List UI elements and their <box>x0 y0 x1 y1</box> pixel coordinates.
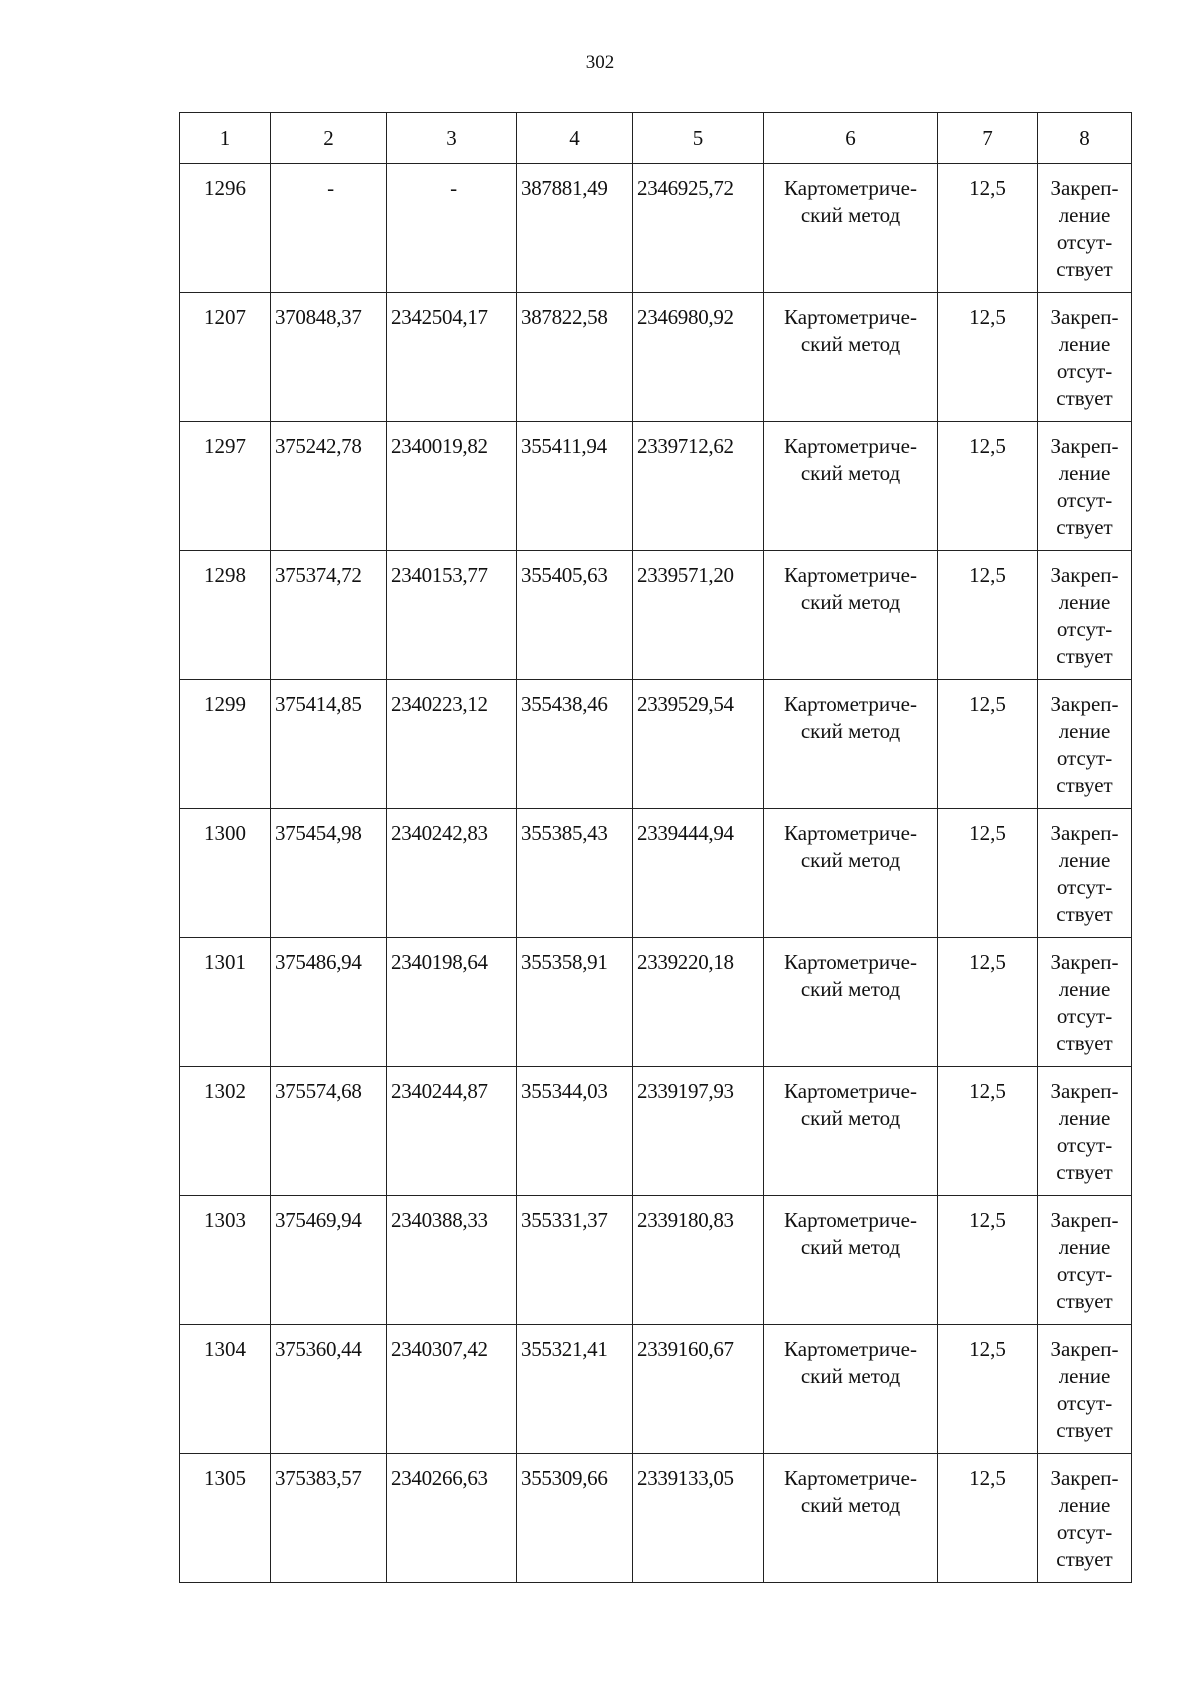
fixing-line: отсут- <box>1056 1133 1113 1157</box>
coord-y2-cell: 2339133,05 <box>633 1454 764 1583</box>
coordinates-table <box>179 112 1132 1583</box>
point-number-cell: 1298 <box>180 551 271 680</box>
fixing-cell <box>1038 1454 1132 1583</box>
method-cell <box>764 809 938 938</box>
coord-y2-cell: 2339220,18 <box>633 938 764 1067</box>
method-line: ский метод <box>800 1106 901 1130</box>
method-cell <box>764 1325 938 1454</box>
fixing-line: Закреп- <box>1050 692 1119 716</box>
fixing-line: ствует <box>1056 1031 1113 1055</box>
method-line: Картометриче- <box>784 176 917 200</box>
coord-x1-cell: 370848,37 <box>271 293 387 422</box>
coord-x1-cell: 375242,78 <box>271 422 387 551</box>
table-row <box>180 1325 1132 1454</box>
coord-x2-cell: 355344,03 <box>517 1067 633 1196</box>
method-line: Картометриче- <box>784 692 917 716</box>
precision-cell: 12,5 <box>938 938 1038 1067</box>
fixing-line: ление <box>1058 1364 1111 1388</box>
coord-x2-cell: 355385,43 <box>517 809 633 938</box>
table-row <box>180 809 1132 938</box>
coord-x1-cell: 375360,44 <box>271 1325 387 1454</box>
method-cell <box>764 680 938 809</box>
method-line: ский метод <box>800 977 901 1001</box>
coord-x2-cell: 387881,49 <box>517 164 633 293</box>
method-line: Картометриче- <box>784 1208 917 1232</box>
fixing-line: Закреп- <box>1050 1337 1119 1361</box>
fixing-line: ление <box>1058 1493 1111 1517</box>
coord-x1-cell: 375469,94 <box>271 1196 387 1325</box>
fixing-line: отсут- <box>1056 875 1113 899</box>
table-row <box>180 1454 1132 1583</box>
method-line: Картометриче- <box>784 305 917 329</box>
fixing-line: отсут- <box>1056 230 1113 254</box>
method-cell <box>764 938 938 1067</box>
table-body <box>180 113 1132 1583</box>
precision-cell: 12,5 <box>938 1196 1038 1325</box>
precision-cell: 12,5 <box>938 680 1038 809</box>
point-number-cell: 1304 <box>180 1325 271 1454</box>
coord-x1-cell: 375383,57 <box>271 1454 387 1583</box>
fixing-line: отсут- <box>1056 359 1113 383</box>
fixing-line: Закреп- <box>1050 176 1119 200</box>
coord-x2-cell: 355405,63 <box>517 551 633 680</box>
method-line: Картометриче- <box>784 950 917 974</box>
method-line: ский метод <box>800 332 901 356</box>
precision-cell: 12,5 <box>938 551 1038 680</box>
precision-cell: 12,5 <box>938 1454 1038 1583</box>
method-cell <box>764 1067 938 1196</box>
table-row <box>180 164 1132 293</box>
table-row <box>180 293 1132 422</box>
coord-y1-cell: 2342504,17 <box>387 293 517 422</box>
fixing-line: Закреп- <box>1050 1079 1119 1103</box>
fixing-line: Закреп- <box>1050 950 1119 974</box>
fixing-line: отсут- <box>1056 488 1113 512</box>
header-cell-1: 1 <box>180 113 271 164</box>
point-number-cell: 1296 <box>180 164 271 293</box>
coord-y2-cell: 2339160,67 <box>633 1325 764 1454</box>
coord-y1-cell: 2340153,77 <box>387 551 517 680</box>
table-row <box>180 551 1132 680</box>
fixing-line: ствует <box>1056 1289 1113 1313</box>
fixing-cell <box>1038 293 1132 422</box>
fixing-line: отсут- <box>1056 746 1113 770</box>
table-row <box>180 680 1132 809</box>
header-cell-2: 2 <box>271 113 387 164</box>
coord-y1-cell: 2340266,63 <box>387 1454 517 1583</box>
precision-cell: 12,5 <box>938 809 1038 938</box>
coord-y1-cell: 2340307,42 <box>387 1325 517 1454</box>
table-row <box>180 938 1132 1067</box>
coord-x2-cell: 355438,46 <box>517 680 633 809</box>
coord-x1-cell: 375486,94 <box>271 938 387 1067</box>
coord-y1-cell: 2340198,64 <box>387 938 517 1067</box>
header-cell-3: 3 <box>387 113 517 164</box>
coord-y2-cell: 2339444,94 <box>633 809 764 938</box>
coord-x2-cell: 355321,41 <box>517 1325 633 1454</box>
fixing-cell <box>1038 809 1132 938</box>
fixing-line: ствует <box>1056 257 1113 281</box>
method-line: Картометриче- <box>784 434 917 458</box>
method-line: Картометриче- <box>784 1079 917 1103</box>
table-row <box>180 1196 1132 1325</box>
table-row <box>180 1067 1132 1196</box>
fixing-line: ление <box>1058 1106 1111 1130</box>
coord-x1-cell: 375374,72 <box>271 551 387 680</box>
method-line: ский метод <box>800 1235 901 1259</box>
coord-x1-cell: - <box>271 164 387 293</box>
table-row <box>180 422 1132 551</box>
header-cell-4: 4 <box>517 113 633 164</box>
header-cell-8: 8 <box>1038 113 1132 164</box>
fixing-line: ствует <box>1056 386 1113 410</box>
header-cell-7: 7 <box>938 113 1038 164</box>
coord-x1-cell: 375414,85 <box>271 680 387 809</box>
point-number-cell: 1303 <box>180 1196 271 1325</box>
coord-x1-cell: 375454,98 <box>271 809 387 938</box>
method-line: Картометриче- <box>784 563 917 587</box>
coord-y2-cell: 2339180,83 <box>633 1196 764 1325</box>
header-row <box>180 113 1132 164</box>
precision-cell: 12,5 <box>938 293 1038 422</box>
coord-x2-cell: 387822,58 <box>517 293 633 422</box>
method-line: Картометриче- <box>784 821 917 845</box>
method-line: ский метод <box>800 590 901 614</box>
fixing-line: ствует <box>1056 1547 1113 1571</box>
fixing-line: отсут- <box>1056 617 1113 641</box>
coord-x1-cell: 375574,68 <box>271 1067 387 1196</box>
coord-x2-cell: 355358,91 <box>517 938 633 1067</box>
method-line: Картометриче- <box>784 1337 917 1361</box>
precision-cell: 12,5 <box>938 422 1038 551</box>
method-line: ский метод <box>800 1364 901 1388</box>
fixing-line: Закреп- <box>1050 563 1119 587</box>
method-cell <box>764 1196 938 1325</box>
fixing-line: ствует <box>1056 1418 1113 1442</box>
coord-y2-cell: 2346980,92 <box>633 293 764 422</box>
coord-y2-cell: 2339712,62 <box>633 422 764 551</box>
page-number: 302 <box>585 52 615 73</box>
method-line: ский метод <box>800 461 901 485</box>
coord-y1-cell: 2340223,12 <box>387 680 517 809</box>
fixing-cell <box>1038 938 1132 1067</box>
header-cell-5: 5 <box>633 113 764 164</box>
coord-y1-cell: 2340242,83 <box>387 809 517 938</box>
point-number-cell: 1301 <box>180 938 271 1067</box>
method-line: ский метод <box>800 203 901 227</box>
fixing-cell <box>1038 1325 1132 1454</box>
method-cell <box>764 422 938 551</box>
coord-y1-cell: 2340244,87 <box>387 1067 517 1196</box>
coord-y1-cell: 2340388,33 <box>387 1196 517 1325</box>
fixing-line: отсут- <box>1056 1262 1113 1286</box>
method-cell <box>764 551 938 680</box>
method-line: ский метод <box>800 719 901 743</box>
method-cell <box>764 164 938 293</box>
coord-y2-cell: 2339529,54 <box>633 680 764 809</box>
point-number-cell: 1299 <box>180 680 271 809</box>
point-number-cell: 1297 <box>180 422 271 551</box>
fixing-line: ление <box>1058 332 1111 356</box>
fixing-cell <box>1038 164 1132 293</box>
fixing-cell <box>1038 1196 1132 1325</box>
fixing-cell <box>1038 680 1132 809</box>
method-cell <box>764 1454 938 1583</box>
coord-y2-cell: 2346925,72 <box>633 164 764 293</box>
fixing-line: отсут- <box>1056 1520 1113 1544</box>
fixing-line: ление <box>1058 461 1111 485</box>
fixing-cell <box>1038 551 1132 680</box>
fixing-line: ствует <box>1056 1160 1113 1184</box>
precision-cell: 12,5 <box>938 1067 1038 1196</box>
coord-y2-cell: 2339571,20 <box>633 551 764 680</box>
fixing-line: ление <box>1058 977 1111 1001</box>
fixing-line: Закреп- <box>1050 1466 1119 1490</box>
coord-y2-cell: 2339197,93 <box>633 1067 764 1196</box>
fixing-line: Закреп- <box>1050 434 1119 458</box>
fixing-line: ствует <box>1056 644 1113 668</box>
method-line: ский метод <box>800 1493 901 1517</box>
precision-cell: 12,5 <box>938 1325 1038 1454</box>
coord-y1-cell: - <box>387 164 517 293</box>
method-line: Картометриче- <box>784 1466 917 1490</box>
coord-x2-cell: 355411,94 <box>517 422 633 551</box>
fixing-line: ствует <box>1056 773 1113 797</box>
point-number-cell: 1305 <box>180 1454 271 1583</box>
fixing-line: Закреп- <box>1050 1208 1119 1232</box>
method-line: ский метод <box>800 848 901 872</box>
point-number-cell: 1300 <box>180 809 271 938</box>
coord-y1-cell: 2340019,82 <box>387 422 517 551</box>
fixing-line: отсут- <box>1056 1391 1113 1415</box>
coord-x2-cell: 355309,66 <box>517 1454 633 1583</box>
point-number-cell: 1207 <box>180 293 271 422</box>
fixing-line: ление <box>1058 1235 1111 1259</box>
precision-cell: 12,5 <box>938 164 1038 293</box>
fixing-line: ление <box>1058 203 1111 227</box>
header-cell-6: 6 <box>764 113 938 164</box>
method-cell <box>764 293 938 422</box>
coord-x2-cell: 355331,37 <box>517 1196 633 1325</box>
fixing-line: ление <box>1058 719 1111 743</box>
fixing-cell <box>1038 1067 1132 1196</box>
fixing-line: Закреп- <box>1050 821 1119 845</box>
fixing-line: ствует <box>1056 902 1113 926</box>
fixing-line: ствует <box>1056 515 1113 539</box>
fixing-line: ление <box>1058 848 1111 872</box>
fixing-cell <box>1038 422 1132 551</box>
fixing-line: ление <box>1058 590 1111 614</box>
fixing-line: Закреп- <box>1050 305 1119 329</box>
point-number-cell: 1302 <box>180 1067 271 1196</box>
fixing-line: отсут- <box>1056 1004 1113 1028</box>
